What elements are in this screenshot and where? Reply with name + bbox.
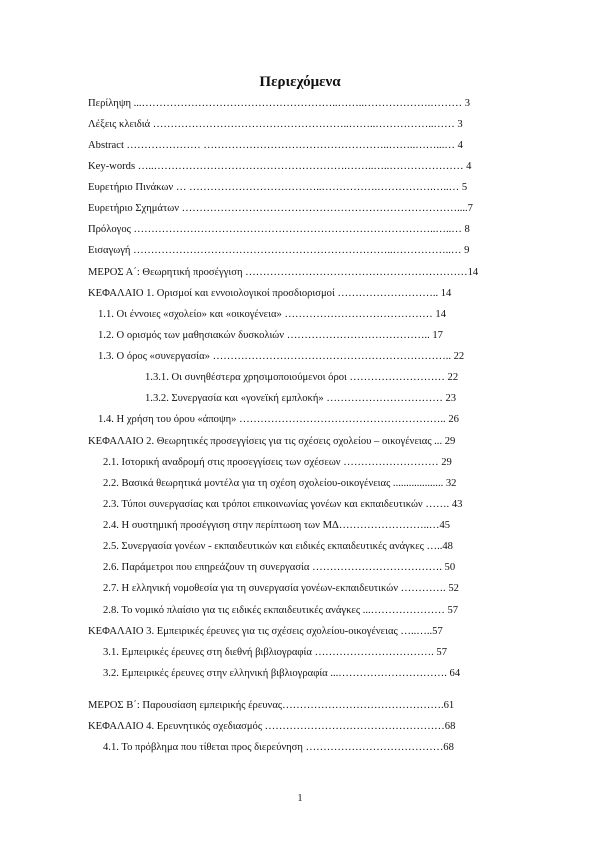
toc-entry-text: 1.4. Η χρήση του όρου «άποψη» ………………………………………………….. 26	[98, 414, 459, 425]
toc-entry-text: Ευρετήριο Πινάκων … ………………………………..…………….…………….…..… 5	[88, 182, 468, 193]
toc-entry-text: Key-words …..……………………………………………….……..…..………………… 4	[88, 161, 472, 172]
toc-entry-text: 3.2. Εμπειρικές έρευνες στην ελληνική βιβλιογραφία ...…………………………. 64	[103, 668, 461, 679]
toc-entry[interactable]	[0, 498, 600, 512]
toc-entry[interactable]	[0, 477, 600, 491]
toc-entry[interactable]	[0, 646, 600, 660]
toc-entry[interactable]	[0, 519, 600, 533]
toc-entry[interactable]	[0, 699, 600, 713]
toc-entry[interactable]	[0, 435, 600, 449]
toc-entry-text: 2.2. Βασικά θεωρητικά μοντέλα για τη σχέση σχολείου-οικογένειας ................... 32	[103, 478, 457, 489]
toc-entry[interactable]	[0, 160, 600, 174]
toc-entry[interactable]	[0, 456, 600, 470]
toc-entry-text: ΚΕΦΑΛΑΙΟ 4. Ερευνητικός σχεδιασμός ……………………………………………68	[88, 721, 456, 732]
toc-entry[interactable]	[0, 625, 600, 639]
toc-entry-text: 2.5. Συνεργασία γονέων - εκπαιδευτικών και ειδικές εκπαιδευτικές ανάγκες …..48	[103, 541, 453, 552]
toc-entry-text: 2.7. Η ελληνική νομοθεσία για τη συνεργασία γονέων-εκπαιδευτικών …………. 52	[103, 583, 459, 594]
toc-entry[interactable]	[0, 604, 600, 618]
toc-entry[interactable]	[0, 540, 600, 554]
toc-entry-text: Λέξεις κλειδιά ………………………………………………..……..……………..…… 3	[88, 119, 463, 130]
toc-entry-text: 1.2. Ο ορισμός των μαθησιακών δυσκολιών ………………………………….. 17	[98, 330, 443, 341]
toc-entry-text: 1.1. Οι έννοιες «σχολείο» και «οικογένεια» …………………………………… 14	[98, 309, 447, 320]
toc-entry[interactable]	[0, 223, 600, 237]
toc-entry[interactable]	[0, 329, 600, 343]
toc-entry-text: 3.1. Εμπειρικές έρευνες στη διεθνή βιβλιογραφία ……………………………. 57	[103, 647, 448, 658]
toc-entry-text: Εισαγωγή ………………………………………………………………..……………..… 9	[88, 245, 470, 256]
toc-entry-text: 2.4. Η συστημική προσέγγιση στην περίπτωση των ΜΔ……………………..…45	[103, 520, 451, 531]
toc-entry[interactable]	[0, 741, 600, 755]
toc-entry-text: 1.3. Ο όρος «συνεργασία» ………………………………………………………….. 22	[98, 351, 465, 362]
toc-entry[interactable]	[0, 118, 600, 132]
toc-entry[interactable]	[0, 667, 600, 681]
toc-entry-text: Ευρετήριο Σχημάτων ……………………………………………………………………....7	[88, 203, 473, 214]
toc-entry[interactable]	[0, 582, 600, 596]
toc-entry-text: ΜΕΡΟΣ Α΄: Θεωρητική προσέγγιση ………………………………………………………14	[88, 267, 479, 278]
toc-entry[interactable]	[0, 287, 600, 301]
toc-entry-text: 2.6. Παράμετροι που επηρεάζουν τη συνεργασία ………………………………. 50	[103, 562, 456, 573]
toc-entry[interactable]	[0, 202, 600, 216]
toc-entry[interactable]	[0, 181, 600, 195]
toc-entry-text: 2.8. Το νομικό πλαίσιο για τις ειδικές εκπαιδευτικές ανάγκες ...………………… 57	[103, 605, 459, 616]
toc-entry-text: Abstract ………………… ……………………………………………..……..……...… 4	[88, 140, 463, 151]
page-number: 1	[297, 793, 303, 804]
toc-entry-text: ΚΕΦΑΛΑΙΟ 3. Εμπειρικές έρευνες για τις σχέσεις σχολείου-οικογένειας …..…..57	[88, 626, 443, 637]
toc-entry[interactable]	[0, 350, 600, 364]
toc-entry-text: 2.1. Ιστορική αναδρομή στις προσεγγίσεις των σχέσεων ……………………… 29	[103, 457, 452, 468]
toc-entry-text: Πρόλογος …………………………………………………………………………..…..… 8	[88, 224, 470, 235]
toc-entry-text: 4.1. Το πρόβλημα που τίθεται προς διερεύνηση …………………………………68	[103, 742, 454, 753]
toc-entry[interactable]	[0, 371, 600, 385]
toc-entry-text: ΚΕΦΑΛΑΙΟ 1. Ορισμοί και εννοιολογικοί προσδιορισμοί ……………………….. 14	[88, 288, 452, 299]
toc-entry[interactable]	[0, 392, 600, 406]
page-title: Περιεχόμενα	[259, 74, 341, 90]
toc-entry[interactable]	[0, 97, 600, 111]
toc-entry[interactable]	[0, 413, 600, 427]
toc-entry-text: Περίληψη ...………………………………………………..……..……………….……… 3	[88, 98, 470, 109]
toc-entry[interactable]	[0, 308, 600, 322]
toc-entry-text: ΚΕΦΑΛΑΙΟ 2. Θεωρητικές προσεγγίσεις για τις σχέσεις σχολείου – οικογένειας ... 29	[88, 436, 456, 447]
toc-entry-text: ΜΕΡΟΣ Β΄: Παρουσίαση εμπειρικής έρευνας……………………………………….61	[88, 700, 455, 711]
toc-entry[interactable]	[0, 244, 600, 258]
toc-entry[interactable]	[0, 561, 600, 575]
toc-entry-text: 1.3.1. Οι συνηθέστερα χρησιμοποιούμενοι όροι ……………………… 22	[145, 372, 459, 383]
toc-entry[interactable]	[0, 266, 600, 280]
toc-entry[interactable]	[0, 720, 600, 734]
toc-entry-text: 2.3. Τύποι συνεργασίας και τρόποι επικοινωνίας γονέων και εκπαιδευτικών ……. 43	[103, 499, 463, 510]
toc-entry-text: 1.3.2. Συνεργασία και «γονεϊκή εμπλοκή» …………………………… 23	[145, 393, 457, 404]
toc-entry[interactable]	[0, 139, 600, 153]
